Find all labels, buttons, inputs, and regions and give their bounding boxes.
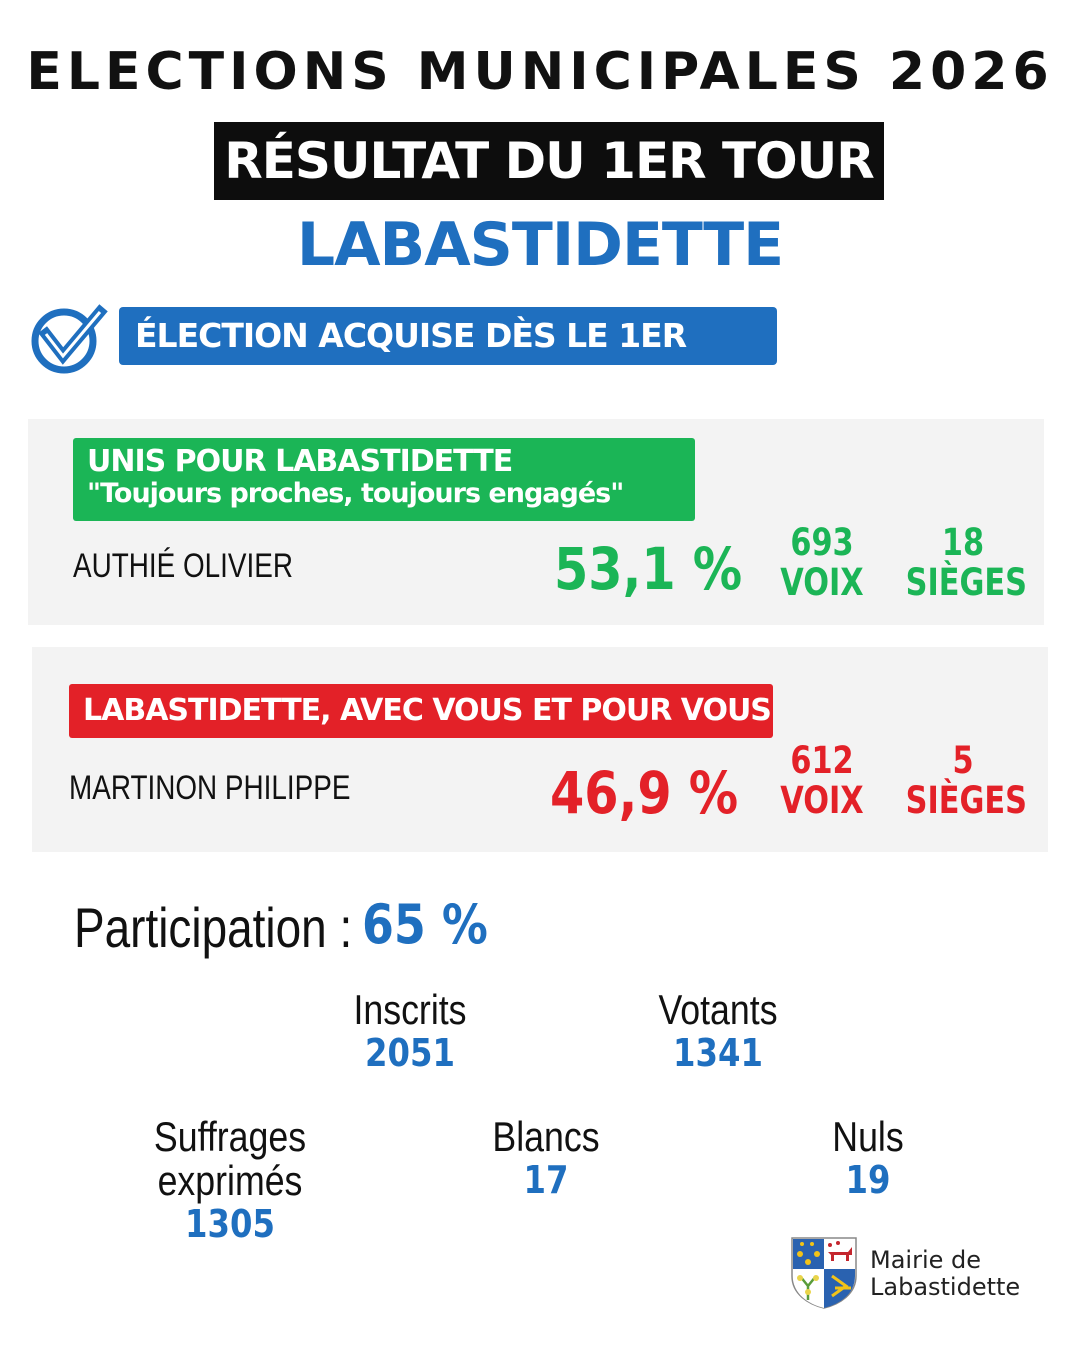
metric-label: Suffrages exprimés <box>153 1113 307 1204</box>
metric-blancs <box>386 1115 706 1201</box>
seat-count-number: 18 <box>941 521 985 564</box>
candidate-name: AUTHIÉ OLIVIER <box>73 547 293 585</box>
metric-value: 19 <box>845 1158 891 1202</box>
list-slogan: "Toujours proches, toujours engagés" <box>87 478 624 509</box>
metric-nuls <box>708 1115 1028 1201</box>
metric-label: Votants <box>658 986 778 1033</box>
coat-of-arms-icon <box>790 1236 858 1310</box>
vote-count-number: 612 <box>790 739 854 782</box>
metric-suffrages-exprimes <box>70 1115 390 1245</box>
round-subtitle: RÉSULTAT DU 1ER TOUR <box>214 122 884 200</box>
list-name: UNIS POUR LABASTIDETTE <box>87 444 513 479</box>
list-name: LABASTIDETTE, AVEC VOUS ET POUR VOUS <box>69 684 773 738</box>
vote-percentage: 46,9 % <box>550 759 739 827</box>
vote-count-number: 693 <box>790 521 854 564</box>
footer-line-2: Labastidette <box>870 1273 1021 1301</box>
metric-label: Inscrits <box>353 986 467 1033</box>
seat-count-unit: SIÈGES <box>905 779 1027 822</box>
seat-count <box>905 521 1027 604</box>
vote-count <box>765 741 880 821</box>
participation-label: Participation : <box>74 896 353 959</box>
metric-value: 17 <box>523 1158 569 1202</box>
metric-label: Blancs <box>492 1113 600 1160</box>
check-circle-icon <box>28 304 108 374</box>
seat-count-unit: SIÈGES <box>905 561 1027 604</box>
commune-name: LABASTIDETTE <box>296 210 784 280</box>
participation-value: 65 % <box>362 893 488 956</box>
metric-inscrits <box>250 988 570 1074</box>
seat-count-number: 5 <box>952 739 974 782</box>
list-result-card <box>28 419 1044 625</box>
vote-count <box>765 523 880 603</box>
metric-label: Nuls <box>832 1113 904 1160</box>
election-status-badge: ÉLECTION ACQUISE DÈS LE 1ER TOUR <box>119 307 777 365</box>
metric-value: 2051 <box>365 1031 455 1075</box>
vote-percentage: 53,1 % <box>554 535 743 603</box>
vote-count-unit: VOIX <box>780 561 864 604</box>
seat-count <box>905 739 1027 822</box>
vote-count-unit: VOIX <box>780 779 864 822</box>
footer-line-1: Mairie de <box>870 1246 982 1274</box>
candidate-name: MARTINON PHILIPPE <box>69 769 351 807</box>
metric-value: 1341 <box>673 1031 763 1075</box>
metric-votants <box>558 988 878 1074</box>
footer-mairie <box>870 1247 1020 1301</box>
metric-value: 1305 <box>185 1202 275 1246</box>
page-title: ELECTIONS MUNICIPALES 2026 <box>26 42 1054 102</box>
list-result-card <box>32 647 1048 852</box>
list-name-tag <box>73 438 695 521</box>
